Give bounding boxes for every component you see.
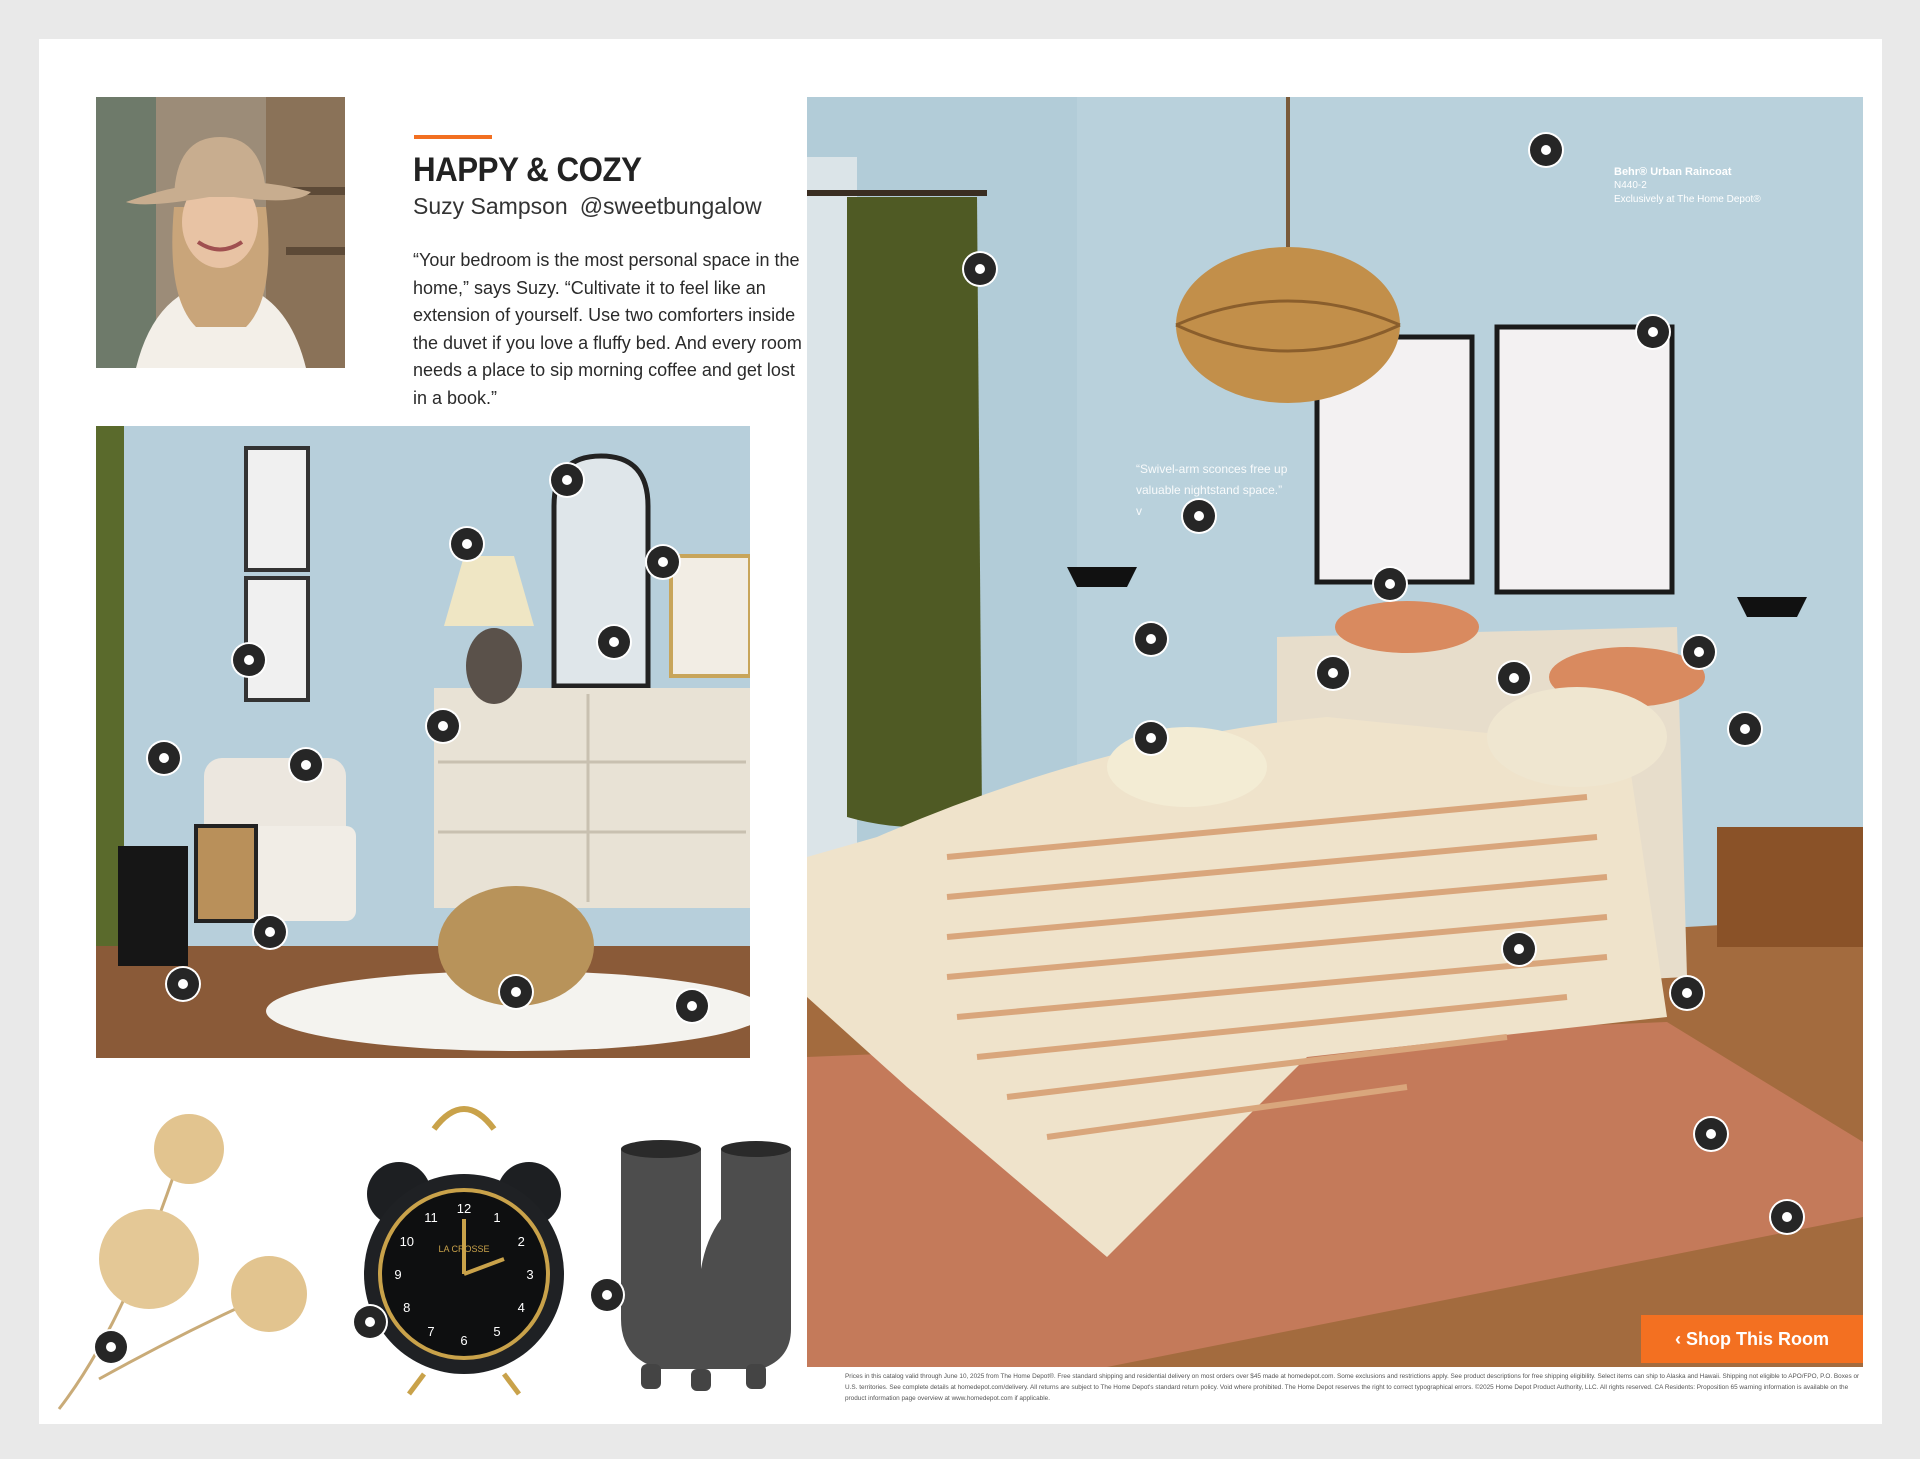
- hotspot-framed-print[interactable]: [647, 546, 679, 578]
- sconce-callout: [1136, 459, 1296, 522]
- author-portrait: [96, 97, 345, 368]
- hotspot-dried-flowers[interactable]: [95, 1331, 127, 1363]
- hotspot-curtains[interactable]: [964, 253, 996, 285]
- hotspot-nightstand[interactable]: [1671, 977, 1703, 1009]
- hotspot-vase-stems[interactable]: [1135, 623, 1167, 655]
- paint-note: Exclusively at The Home Depot®: [1614, 194, 1761, 205]
- hotspot-duvet-cover[interactable]: [1503, 933, 1535, 965]
- hotspot-dresser[interactable]: [427, 710, 459, 742]
- hotspot-side-table-decor[interactable]: [148, 742, 180, 774]
- hotspot-pillow-rust[interactable]: [1374, 568, 1406, 600]
- paint-color-label: [1614, 165, 1761, 207]
- clock-numeral: 9: [394, 1267, 402, 1282]
- clock-numeral: 2: [517, 1234, 525, 1249]
- clock-numeral: 4: [517, 1300, 525, 1315]
- author-handle: @sweetbungalow: [579, 193, 762, 219]
- clock-brand: LA CROSSE: [438, 1244, 490, 1254]
- hotspot-pouf[interactable]: [500, 976, 532, 1008]
- paint-code: N440-2: [1614, 180, 1647, 191]
- clock-numeral: 5: [493, 1324, 501, 1340]
- clock-numeral: 12: [456, 1201, 472, 1216]
- hotspot-heron-art[interactable]: [1637, 316, 1669, 348]
- legal-fine-print: Prices in this catalog valid through June 10, 2025 from The Home Depot®. Free standard shipping and residential delivery on most orders over $45 made at homedepot.com. Some exclusions and restrictions apply. See product descriptions for free shipping eligibility. Select items can ship to Alaska and Hawaii. Shipping not eligible to APO/FPO, P.O. Boxes or U.S. territories. See complete details at homedepot.com/delivery. All returns are subject to The Home Depot's standard return policy. Void where prohibited. The Home Depot reserves the right to correct typographical errors. ©2025 Home Depot Product Authority, LLC. All rights reserved. CA Residents: Proposition 65 warning information is available on the product information page overview at www.homedepot.com if applicable.: [845, 1373, 1860, 1402]
- author-quote: “Your bedroom is the most personal space in the home,” says Suzy. “Cultivate it to feel like an extension of yourself. Use two comforters inside the duvet if you love a fluffy bed. And every room needs a place to sip morning coffee and get lost in a book.”: [413, 250, 802, 408]
- clock-numeral: 1: [493, 1209, 501, 1225]
- clock-numeral: 8: [403, 1300, 411, 1315]
- clock-numeral: 11: [424, 1209, 438, 1225]
- page-title: HAPPY & COZY: [413, 151, 642, 189]
- hotspot-quilted-sham[interactable]: [1498, 662, 1530, 694]
- hotspot-area-rug[interactable]: [1695, 1118, 1727, 1150]
- author-name: Suzy Sampson: [413, 193, 568, 219]
- clock-numeral: 7: [427, 1324, 435, 1340]
- hotspot-glass-bottles[interactable]: [1729, 713, 1761, 745]
- sconce-arrow: v: [1136, 504, 1142, 518]
- clock-numeral: 3: [526, 1267, 534, 1282]
- clock-numeral: 6: [460, 1333, 468, 1348]
- main-bedroom-photo: [807, 97, 1863, 1367]
- alarm-clock-photo: [349, 1089, 579, 1409]
- sconce-quote-text: “Swivel-arm sconces free up valuable nightstand space.”: [1136, 462, 1288, 497]
- hotspot-faux-fur-pillow[interactable]: [1135, 722, 1167, 754]
- hotspot-ceramic-vase[interactable]: [591, 1279, 623, 1311]
- hotspot-throw-pillow[interactable]: [290, 749, 322, 781]
- paint-name: Behr® Urban Raincoat: [1614, 166, 1732, 178]
- hotspot-accent-chair[interactable]: [254, 916, 286, 948]
- hotspot-wall-sconce[interactable]: [1183, 500, 1215, 532]
- clock-numeral: 10: [399, 1234, 415, 1249]
- hotspot-side-table[interactable]: [167, 968, 199, 1000]
- hotspot-alarm-clock[interactable]: [354, 1306, 386, 1338]
- hotspot-bed-frame[interactable]: [1771, 1201, 1803, 1233]
- hotspot-sheepskin-rug[interactable]: [676, 990, 708, 1022]
- hotspot-mirror[interactable]: [551, 464, 583, 496]
- ceramic-vase-photo: [601, 1119, 811, 1409]
- hotspot-decor-object[interactable]: [598, 626, 630, 658]
- catalog-page: [39, 39, 1882, 1424]
- accent-rule: [414, 135, 492, 139]
- hotspot-paint-color[interactable]: [1530, 134, 1562, 166]
- hotspot-wall-art[interactable]: [233, 644, 265, 676]
- shop-this-room-button[interactable]: ‹ Shop This Room: [1641, 1315, 1863, 1363]
- dried-flowers-photo: [39, 1089, 319, 1419]
- reading-nook-photo: [96, 426, 750, 1058]
- hotspot-headboard[interactable]: [1683, 636, 1715, 668]
- hotspot-table-lamp[interactable]: [451, 528, 483, 560]
- hotspot-lumbar-pillow[interactable]: [1317, 657, 1349, 689]
- author-credit: [413, 193, 774, 220]
